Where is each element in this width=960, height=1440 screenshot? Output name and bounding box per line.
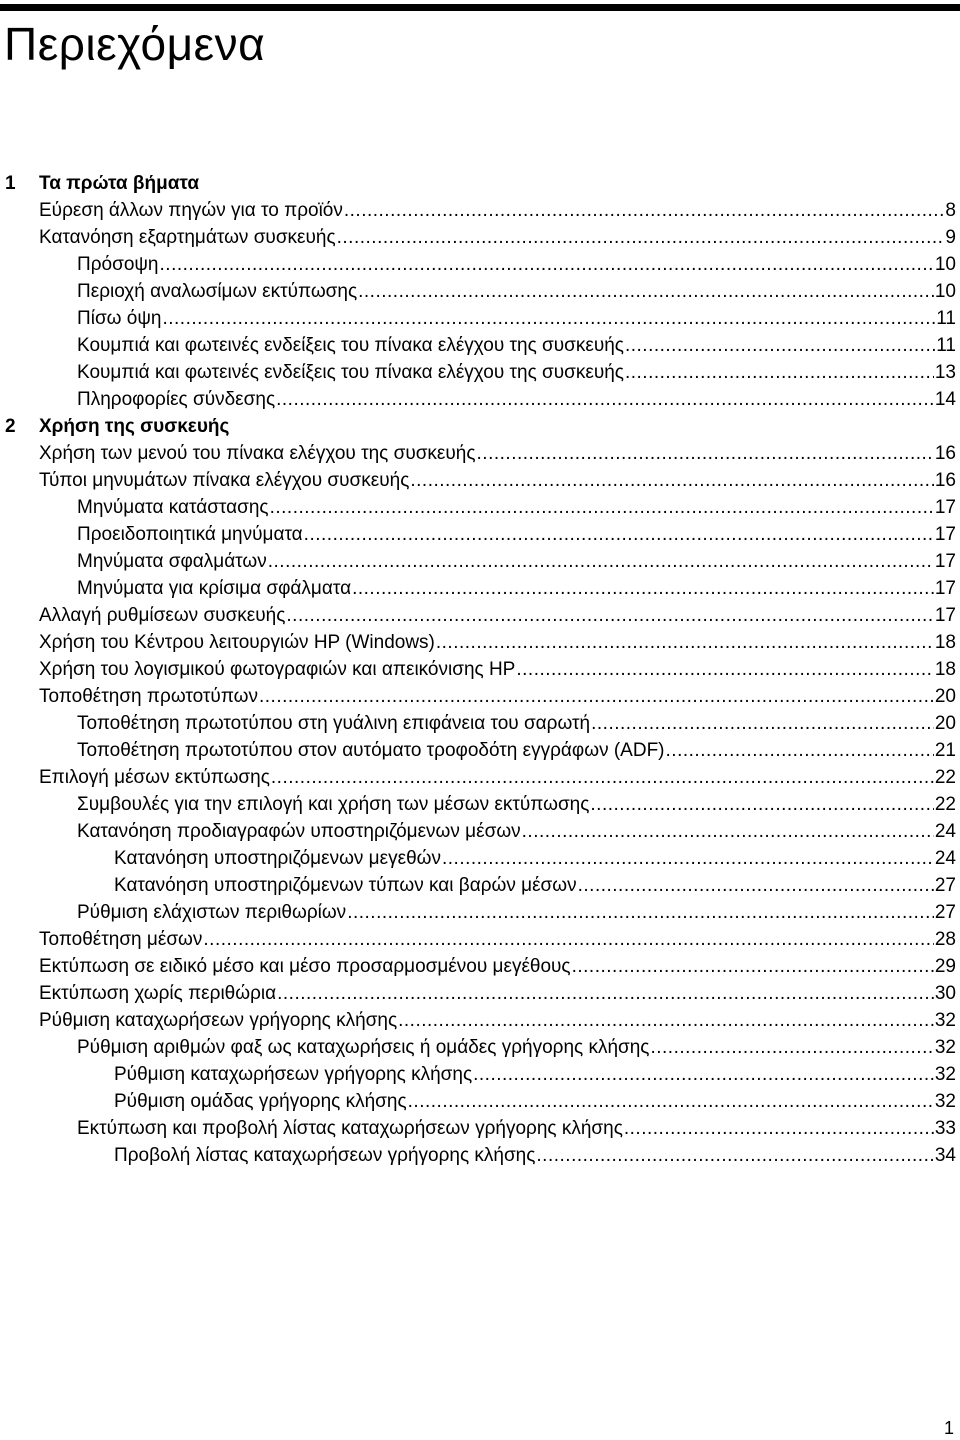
- toc-entry[interactable]: [39, 197, 956, 224]
- toc-entry-page: 18: [934, 632, 956, 653]
- dot-leader: [271, 764, 934, 791]
- toc-entry-title: Εκτύπωση και προβολή λίστας καταχωρήσεων γρήγορης κλήσης: [77, 1118, 623, 1139]
- toc-entry-title: Κουμπιά και φωτεινές ενδείξεις του πίνακα ελέγχου της συσκευής: [77, 362, 624, 383]
- toc-entry-page: 17: [934, 578, 956, 599]
- dot-leader: [259, 683, 934, 710]
- toc-entry[interactable]: [77, 710, 956, 737]
- toc-entry[interactable]: [77, 1115, 956, 1142]
- dot-leader: [666, 737, 934, 764]
- toc-entry-title: Τοποθέτηση πρωτοτύπου στον αυτόματο τροφοδότη εγγράφων (ADF): [77, 740, 665, 761]
- toc-entry-page: 22: [934, 794, 956, 815]
- toc-entry[interactable]: [77, 278, 956, 305]
- toc-entry-page: 11: [936, 308, 956, 329]
- toc-entry[interactable]: [77, 521, 956, 548]
- toc-entry-page: 22: [934, 767, 956, 788]
- toc-entry-page: 14: [934, 389, 956, 410]
- toc-entry-title: Τοποθέτηση πρωτοτύπου στη γυάλινη επιφάνεια του σαρωτή: [77, 713, 591, 734]
- toc-entry-title: Συμβουλές για την επιλογή και χρήση των μέσων εκτύπωσης: [77, 794, 590, 815]
- toc-entry[interactable]: [114, 1088, 956, 1115]
- dot-leader: [268, 548, 934, 575]
- dot-leader: [572, 953, 934, 980]
- toc-entry-title: Πίσω όψη: [77, 308, 162, 329]
- toc-entry-title: Μηνύματα για κρίσιμα σφάλματα: [77, 578, 352, 599]
- chapter-title[interactable]: Χρήση της συσκευής: [39, 416, 230, 437]
- toc-entry[interactable]: [39, 953, 956, 980]
- toc-entry[interactable]: [39, 440, 956, 467]
- toc-entry[interactable]: [77, 305, 956, 332]
- dot-leader: [436, 629, 934, 656]
- toc-entry[interactable]: [77, 737, 956, 764]
- toc-entry[interactable]: [114, 845, 956, 872]
- dot-leader: [591, 710, 934, 737]
- dot-leader: [624, 1115, 934, 1142]
- toc-entry-title: Τοποθέτηση μέσων: [39, 929, 203, 950]
- toc-entry-title: Τοποθέτηση πρωτοτύπων: [39, 686, 258, 707]
- toc-entry-page: 13: [934, 362, 956, 383]
- toc-entry-page: 29: [934, 956, 956, 977]
- chapter-number: 2: [5, 416, 16, 437]
- toc-entry-page: 20: [934, 686, 956, 707]
- dot-leader: [410, 467, 934, 494]
- toc-entry[interactable]: [39, 629, 956, 656]
- toc-entry-title: Χρήση του Κέντρου λειτουργιών HP (Windows): [39, 632, 435, 653]
- toc-entry-page: 32: [934, 1091, 956, 1112]
- toc-entry[interactable]: [39, 1007, 956, 1034]
- toc-entry-title: Προειδοποιητικά μηνύματα: [77, 524, 303, 545]
- toc-entry-page: 32: [934, 1037, 956, 1058]
- toc-entry-title: Περιοχή αναλωσίμων εκτύπωσης: [77, 281, 358, 302]
- toc-entry[interactable]: [39, 764, 956, 791]
- dot-leader: [473, 1061, 934, 1088]
- toc-entry[interactable]: [77, 332, 956, 359]
- toc-entry-page: 18: [934, 659, 956, 680]
- toc-entry-page: 16: [934, 443, 956, 464]
- toc-entry[interactable]: [39, 467, 956, 494]
- toc-entry-page: 21: [934, 740, 956, 761]
- toc-entry-title: Ρύθμιση ομάδας γρήγορης κλήσης: [114, 1091, 407, 1112]
- dot-leader: [650, 1034, 933, 1061]
- toc-entry[interactable]: [39, 656, 956, 683]
- toc-entry-title: Πρόσοψη: [77, 254, 159, 275]
- top-rule: [0, 4, 960, 11]
- dot-leader: [536, 1142, 933, 1169]
- toc-entry-page: 28: [934, 929, 956, 950]
- toc-entry-title: Ρύθμιση αριθμών φαξ ως καταχωρήσεις ή ομάδες γρήγορης κλήσης: [77, 1037, 650, 1058]
- toc-entry[interactable]: [77, 494, 956, 521]
- dot-leader: [286, 602, 933, 629]
- toc-entry-page: 33: [934, 1118, 956, 1139]
- toc-entry[interactable]: [77, 1034, 956, 1061]
- toc-entry[interactable]: [39, 980, 956, 1007]
- toc-entry-title: Επιλογή μέσων εκτύπωσης: [39, 767, 270, 788]
- toc-entry-page: 8: [945, 200, 956, 221]
- toc-entry-page: 17: [934, 497, 956, 518]
- toc-entry-page: 11: [936, 335, 956, 356]
- dot-leader: [625, 332, 935, 359]
- toc-entry-title: Ρύθμιση ελάχιστων περιθωρίων: [77, 902, 347, 923]
- dot-leader: [162, 305, 935, 332]
- toc-entry-title: Εύρεση άλλων πηγών για το προϊόν: [39, 200, 343, 221]
- toc-entry[interactable]: [77, 386, 956, 413]
- dot-leader: [625, 359, 934, 386]
- toc-entry-title: Χρήση των μενού του πίνακα ελέγχου της συσκευής: [39, 443, 476, 464]
- toc-entry[interactable]: [77, 575, 956, 602]
- dot-leader: [270, 494, 934, 521]
- toc-entry-page: 30: [934, 983, 956, 1004]
- dot-leader: [352, 575, 934, 602]
- toc-entry[interactable]: [77, 818, 956, 845]
- toc-entry[interactable]: [114, 872, 956, 899]
- dot-leader: [477, 440, 934, 467]
- toc-entry[interactable]: [77, 791, 956, 818]
- toc-entry-title: Κατανόηση προδιαγραφών υποστηριζόμενων μέσων: [77, 821, 521, 842]
- toc-entry[interactable]: [39, 926, 956, 953]
- toc-entry-title: Εκτύπωση σε ειδικό μέσο και μέσο προσαρμοσμένου μεγέθους: [39, 956, 571, 977]
- toc-entry[interactable]: [77, 899, 956, 926]
- toc-entry-page: 24: [934, 821, 956, 842]
- toc-entry-title: Χρήση του λογισμικού φωτογραφιών και απεικόνισης HP: [39, 659, 516, 680]
- dot-leader: [522, 818, 934, 845]
- toc-entry-title: Μηνύματα σφαλμάτων: [77, 551, 267, 572]
- toc-entry-title: Προβολή λίστας καταχωρήσεων γρήγορης κλήσης: [114, 1145, 536, 1166]
- toc-entry-title: Ρύθμιση καταχωρήσεων γρήγορης κλήσης: [39, 1010, 398, 1031]
- chapter-number: 1: [5, 173, 16, 194]
- toc-entry[interactable]: [114, 1142, 956, 1169]
- toc-entry-title: Εκτύπωση χωρίς περιθώρια: [39, 983, 277, 1004]
- toc-entry-title: Αλλαγή ρυθμίσεων συσκευής: [39, 605, 286, 626]
- toc-entry-title: Μηνύματα κατάστασης: [77, 497, 269, 518]
- dot-leader: [578, 872, 934, 899]
- toc-entry-title: Πληροφορίες σύνδεσης: [77, 389, 276, 410]
- toc-entry-title: Κατανόηση υποστηριζόμενων τύπων και βαρών μέσων: [114, 875, 577, 896]
- toc-entry[interactable]: [39, 224, 956, 251]
- dot-leader: [160, 251, 934, 278]
- toc-entry[interactable]: [77, 548, 956, 575]
- dot-leader: [516, 656, 934, 683]
- toc-entry-page: 32: [934, 1064, 956, 1085]
- toc-entry[interactable]: [39, 683, 956, 710]
- dot-leader: [408, 1088, 934, 1115]
- toc-entry-page: 10: [934, 281, 956, 302]
- chapter-title[interactable]: Τα πρώτα βήματα: [39, 173, 200, 194]
- toc-entry-page: 27: [934, 875, 956, 896]
- dot-leader: [358, 278, 934, 305]
- dot-leader: [442, 845, 934, 872]
- toc-entry-page: 20: [934, 713, 956, 734]
- toc-entry[interactable]: [77, 359, 956, 386]
- toc-entry[interactable]: [39, 602, 956, 629]
- toc-entry-title: Κατανόηση υποστηριζόμενων μεγεθών: [114, 848, 441, 869]
- toc-entry-page: 17: [934, 605, 956, 626]
- toc-entry-title: Κατανόηση εξαρτημάτων συσκευής: [39, 227, 336, 248]
- toc-entry-title: Τύποι μηνυμάτων πίνακα ελέγχου συσκευής: [39, 470, 410, 491]
- page-title: Περιεχόμενα: [4, 18, 266, 70]
- toc-entry[interactable]: [77, 251, 956, 278]
- toc-entry-page: 10: [934, 254, 956, 275]
- dot-leader: [398, 1007, 934, 1034]
- dot-leader: [276, 386, 934, 413]
- dot-leader: [304, 521, 934, 548]
- toc-entry-title: Ρύθμιση καταχωρήσεων γρήγορης κλήσης: [114, 1064, 473, 1085]
- toc-entry-page: 34: [934, 1145, 956, 1166]
- toc-entry-page: 24: [934, 848, 956, 869]
- toc-entry-page: 17: [934, 551, 956, 572]
- toc-entry-title: Κουμπιά και φωτεινές ενδείξεις του πίνακα ελέγχου της συσκευής: [77, 335, 624, 356]
- dot-leader: [590, 791, 933, 818]
- dot-leader: [347, 899, 934, 926]
- dot-leader: [344, 197, 945, 224]
- dot-leader: [337, 224, 945, 251]
- toc-entry[interactable]: [114, 1061, 956, 1088]
- dot-leader: [203, 926, 933, 953]
- toc-entry-page: 32: [934, 1010, 956, 1031]
- page-number: 1: [943, 1418, 954, 1438]
- toc-entry-page: 27: [934, 902, 956, 923]
- toc-entry-page: 9: [945, 227, 956, 248]
- toc-entry-page: 17: [934, 524, 956, 545]
- toc-entry-page: 16: [934, 470, 956, 491]
- dot-leader: [277, 980, 934, 1007]
